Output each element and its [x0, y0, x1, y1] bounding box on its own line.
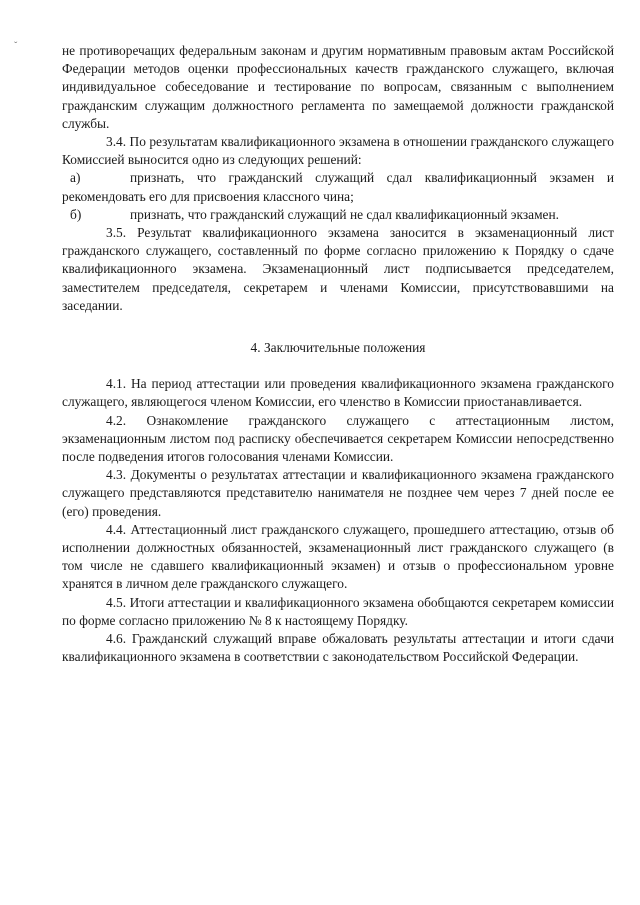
continuation-paragraph: не противоречащих федеральным законам и другим нормативным правовым актам Российской Федерации методов оценки профессиональных качеств гражданского служащего, включая индивидуальное собеседование и тестирование по вопросам, связанным с выполнением гражданским служащим должностного регламента по замещаемой должности гражданской службы. — [62, 43, 614, 131]
paragraph-4-3: 4.3. Документы о результатах аттестации и квалификационного экзамена гражданского служащего представляются представителю нанимателя не позднее чем через 7 дней после ее (его) проведения. — [62, 467, 614, 519]
paragraph-4-1: 4.1. На период аттестации или проведения квалификационного экзамена гражданского служащего, являющегося членом Комиссии, его членство в Комиссии приостанавливается. — [62, 376, 614, 410]
paragraph-4-2: 4.2. Ознакомление гражданского служащего с аттестационным листом, экзаменационным листом под расписку обеспечивается секретарем Комиссии непосредственно после подведения итогов голосования членами Комиссии. — [62, 412, 614, 465]
paragraph-4-5: 4.5. Итоги аттестации и квалификационного экзамена обобщаются секретарем комиссии по форме согласно приложению № 8 к настоящему Порядку. — [62, 594, 614, 628]
section-4-heading: 4. Заключительные положения — [250, 340, 426, 356]
scan-artifact: ˇ — [14, 41, 18, 52]
paragraph-3-4: 3.4. По результатам квалификационного экзамена в отношении гражданского служащего Комиссией выносится одно из следующих решений: — [62, 134, 614, 168]
decision-option-a — [62, 169, 614, 205]
option-a-marker: а) — [70, 170, 81, 186]
option-b-text: признать, что гражданский служащий не сдал квалификационный экзамен. — [130, 206, 560, 222]
paragraph-4-4: 4.4. Аттестационный лист гражданского служащего, прошедшего аттестацию, отзыв об исполнении должностных обязанностей, экзаменационный лист гражданского служащего (в том числе не сдавшего квалификационный экзамен) и отзыв о профессиональном уровне хранятся в личном деле гражданского служащего. — [62, 521, 614, 592]
option-a-text: признать, что гражданский служащий сдал квалификационный экзамен и рекомендовать его для присвоения классного чина; — [62, 170, 614, 204]
decision-option-b — [62, 206, 614, 224]
option-b-marker: б) — [70, 206, 82, 222]
paragraph-4-6: 4.6. Гражданский служащий вправе обжаловать результаты аттестации и итоги сдачи квалификационного экзамена в соответствии с законодательством Российской Федерации. — [62, 631, 614, 665]
document-page — [62, 42, 614, 667]
paragraph-3-5: 3.5. Результат квалификационного экзамена заносится в экзаменационный лист гражданского служащего, составленный по форме согласно приложению к Порядку о сдаче квалификационного экзамена. Экзаменационный лист подписывается председателем, заместителем председателя, секретарем и членами Комиссии, присутствовавшими на заседании. — [62, 225, 614, 313]
